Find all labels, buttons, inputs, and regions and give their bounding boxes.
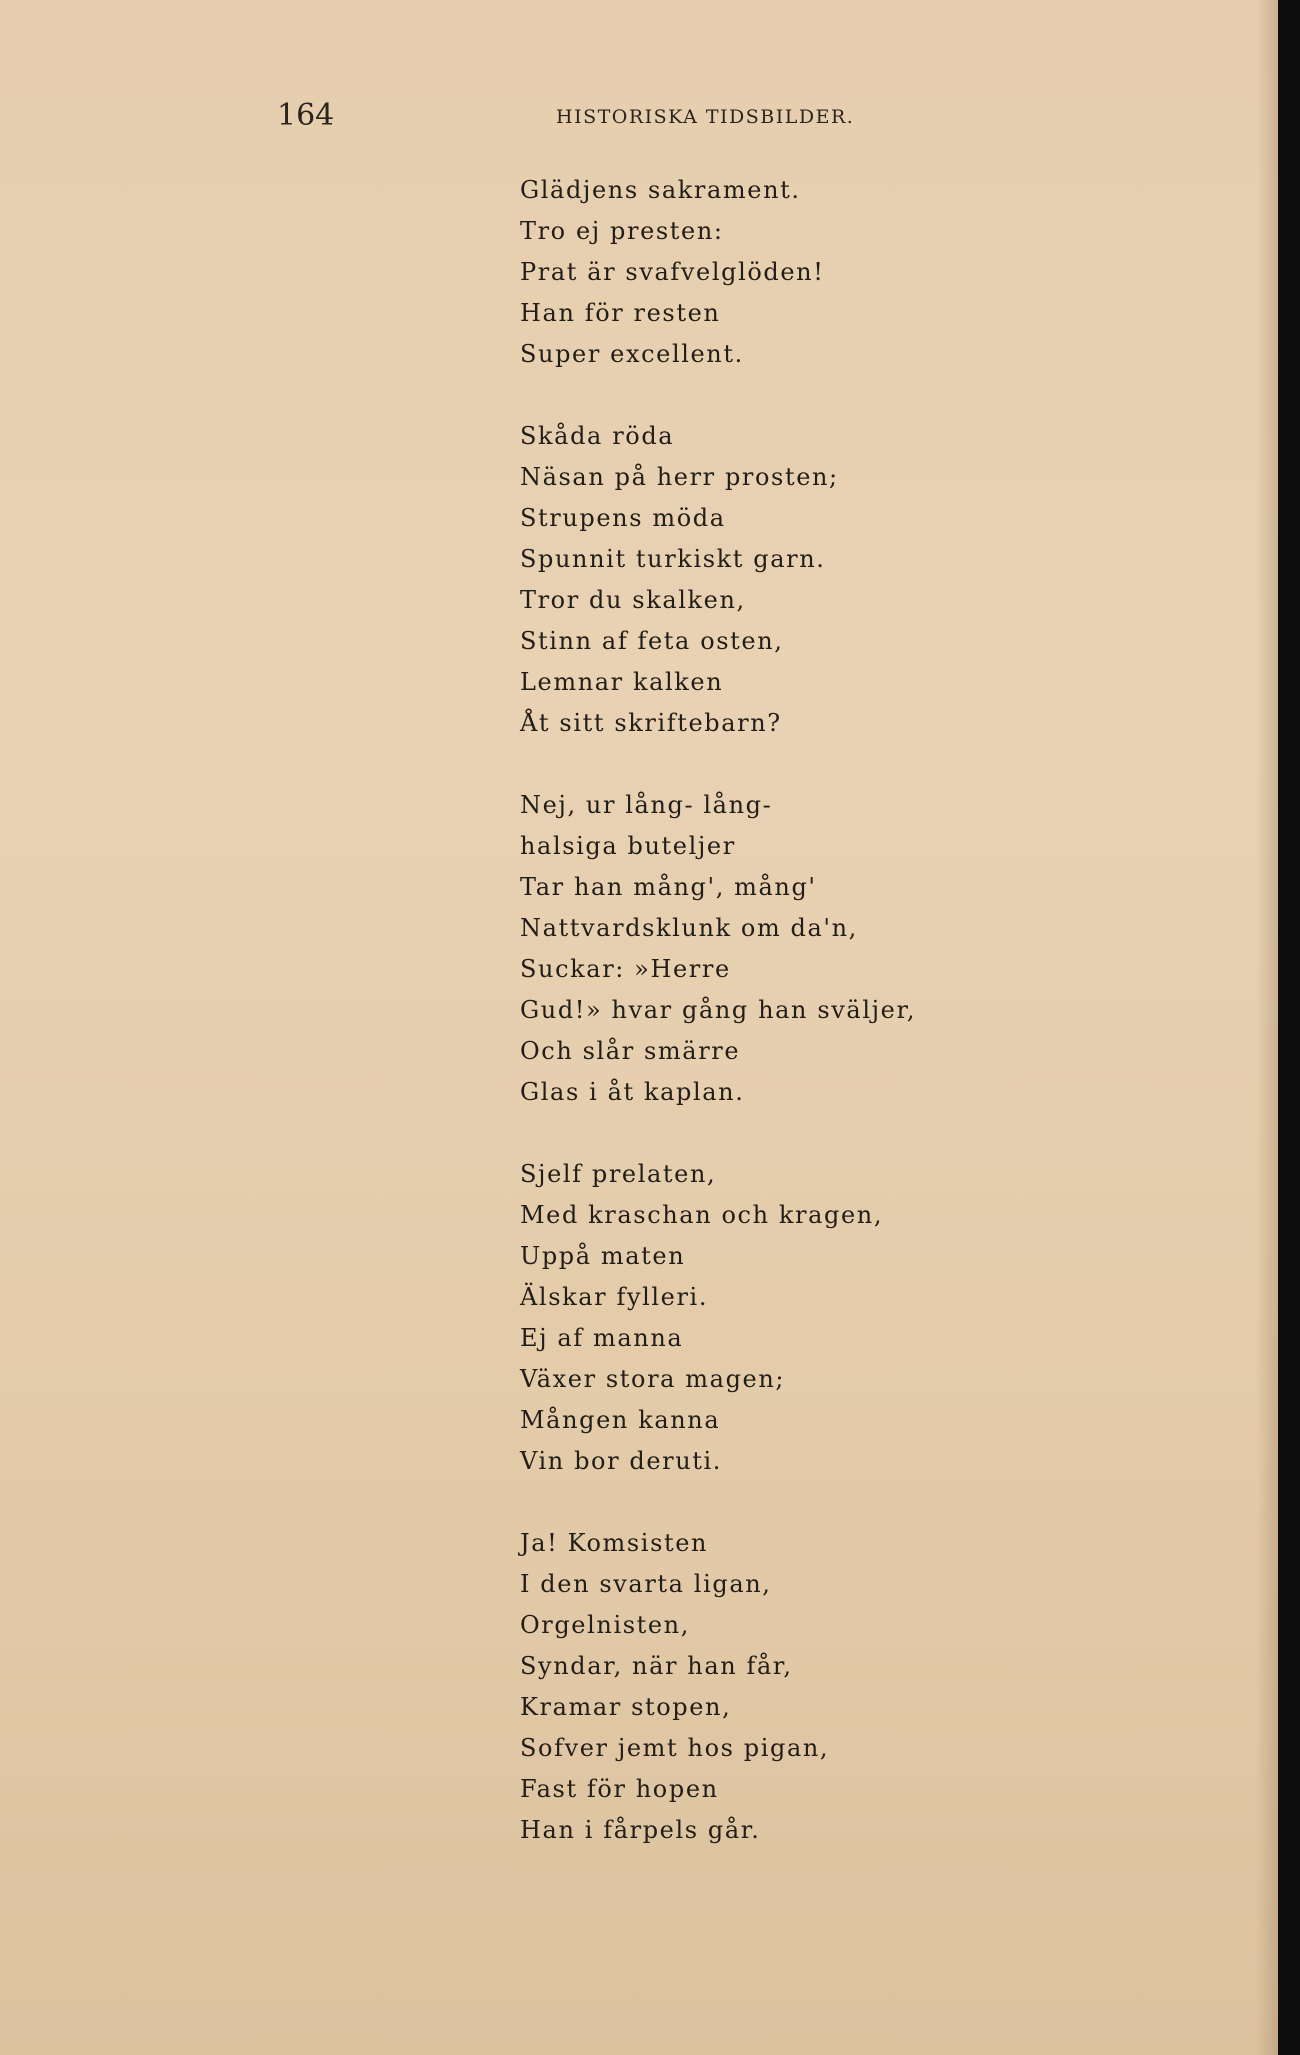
poem-line: Älskar fylleri. (520, 1283, 709, 1311)
poem-line: Sjelf prelaten, (520, 1160, 717, 1188)
poem-line: Gud!» hvar gång han sväljer, (520, 996, 917, 1024)
poem-line: Och slår smärre (520, 1037, 741, 1065)
poem-line: Glädjens sakrament. (520, 176, 801, 204)
poem-line: Åt sitt skriftebarn? (520, 709, 782, 737)
poem-line: Näsan på herr prosten; (520, 463, 839, 491)
poem-line: Super excellent. (520, 340, 744, 368)
stanza-4 (520, 1154, 1240, 1482)
poem (520, 170, 1240, 1892)
poem-line: Uppå maten (520, 1242, 686, 1270)
poem-line: Med kraschan och kragen, (520, 1201, 884, 1229)
page-number: 164 (277, 98, 335, 133)
poem-line: Prat är svafvelglöden! (520, 258, 825, 286)
poem-line: Nattvardsklunk om da'n, (520, 914, 858, 942)
poem-line: Stinn af feta osten, (520, 627, 784, 655)
stanza-3 (520, 785, 1240, 1113)
poem-line: Tro ej presten: (520, 217, 724, 245)
poem-line: Vin bor deruti. (520, 1447, 723, 1475)
poem-line: Kramar stopen, (520, 1693, 732, 1721)
running-title: HISTORISKA TIDSBILDER. (556, 106, 855, 128)
poem-line: Växer stora magen; (520, 1365, 786, 1393)
poem-line: Spunnit turkiskt garn. (520, 545, 826, 573)
page-edge-shadow (1256, 0, 1278, 2055)
poem-line: Sofver jemt hos pigan, (520, 1734, 830, 1762)
poem-line: Lemnar kalken (520, 668, 724, 696)
poem-line: Glas i åt kaplan. (520, 1078, 745, 1106)
poem-line: Han för resten (520, 299, 721, 327)
poem-line: Fast för hopen (520, 1775, 719, 1803)
poem-line: Ja! Komsisten (520, 1529, 709, 1557)
page-header (277, 98, 917, 138)
poem-line: Skåda röda (520, 422, 675, 450)
scan-border (1278, 0, 1300, 2055)
poem-line: Tror du skalken, (520, 586, 746, 614)
poem-line: Mången kanna (520, 1406, 721, 1434)
stanza-1 (520, 170, 1240, 375)
poem-line: halsiga buteljer (520, 832, 736, 860)
poem-line: Nej, ur lång- lång- (520, 791, 773, 819)
poem-line: Suckar: »Herre (520, 955, 731, 983)
poem-line: Orgelnisten, (520, 1611, 690, 1639)
poem-line: Syndar, när han får, (520, 1652, 793, 1680)
stanza-2 (520, 416, 1240, 744)
poem-line: I den svarta ligan, (520, 1570, 772, 1598)
poem-line: Tar han mång', mång' (520, 873, 817, 901)
poem-line: Han i fårpels går. (520, 1816, 761, 1844)
poem-line: Strupens möda (520, 504, 726, 532)
stanza-5 (520, 1523, 1240, 1851)
poem-line: Ej af manna (520, 1324, 684, 1352)
